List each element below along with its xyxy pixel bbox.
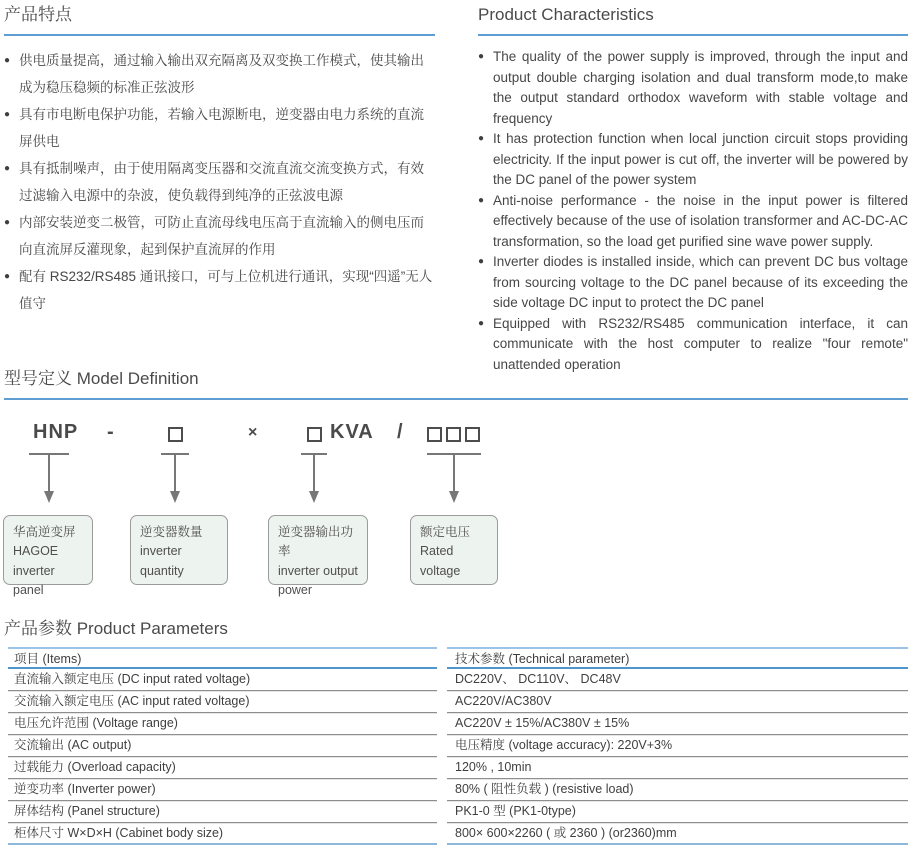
model-definition-section [0, 368, 912, 597]
list-item [478, 129, 908, 191]
header-technical-parameter: 技术参数 (Technical parameter) [447, 647, 908, 669]
model-times: × [248, 424, 259, 441]
bullet-icon: ● [478, 317, 485, 329]
connector-line [174, 453, 176, 493]
placeholder-square-icon [427, 427, 442, 442]
param-label: 屏体结构 (Panel structure) [8, 801, 437, 823]
characteristics-en-list [478, 47, 908, 375]
characteristic-text: Equipped with RS232/RS485 communication interface, it can communicate with the host computer to realize "four remote" unattended operation [493, 315, 908, 372]
connector-line [453, 453, 455, 493]
model-prefix: HNP [33, 421, 79, 443]
feature-text: 配有 RS232/RS485 通讯接口，可与上位机进行通讯，实现“四遥”无人值守 [19, 269, 433, 311]
column-gap [437, 669, 447, 691]
list-item [478, 252, 908, 314]
model-definition-title: 型号定义 Model Definition [4, 368, 908, 400]
bullet-icon: ● [4, 217, 11, 228]
param-label: 电压允许范围 (Voltage range) [8, 713, 437, 735]
bullet-icon: ● [4, 109, 11, 120]
bullet-icon: ● [478, 194, 485, 206]
box-label-cn: 额定电压 [420, 525, 471, 539]
param-label: 柜体尺寸 W×D×H (Cabinet body size) [8, 823, 437, 845]
bullet-icon: ● [4, 271, 11, 282]
table-row [8, 757, 908, 779]
param-label: 交流输入额定电压 (AC input rated voltage) [8, 691, 437, 713]
model-slash: / [397, 421, 404, 443]
table-row [8, 691, 908, 713]
list-item [478, 47, 908, 129]
feature-text: 供电质量提高，通过输入输出双充隔离及双变换工作模式，使其输出成为稳压稳频的标准正弦波形 [19, 53, 424, 95]
bullet-icon: ● [478, 133, 485, 144]
model-definition-diagram [0, 407, 912, 597]
param-label: 过载能力 (Overload capacity) [8, 757, 437, 779]
param-label: 逆变功率 (Inverter power) [8, 779, 437, 801]
model-kva: KVA [330, 421, 374, 443]
box-label-en: HAGOE inverter panel [13, 544, 59, 598]
box-label-en: inverter output power [278, 563, 358, 598]
feature-text: 具有市电断电保护功能，若输入电源断电，逆变器由电力系统的直流屏供电 [19, 107, 424, 149]
column-gap [437, 647, 447, 669]
product-parameters-section [0, 618, 912, 845]
column-gap [437, 735, 447, 757]
placeholder-square-icon [465, 427, 480, 442]
model-box-output-power [268, 515, 368, 598]
bullet-icon: ● [478, 51, 485, 62]
parameters-table [8, 647, 908, 845]
list-item [478, 314, 908, 376]
table-row [8, 779, 908, 801]
param-value: 800× 600×2260 ( 或 2360 ) (or2360)mm [447, 823, 908, 845]
list-item [4, 209, 435, 263]
features-cn-section [4, 4, 435, 317]
param-value: PK1-0 型 (PK1-0type) [447, 801, 908, 823]
param-value: DC220V、 DC110V、 DC48V [447, 669, 908, 691]
param-value: 120% , 10min [447, 757, 908, 779]
table-row [8, 801, 908, 823]
characteristic-text: Inverter diodes is installed inside, which can prevent DC bus voltage from sourcing voltage to the DC panel because of its exceeding the side voltage DC input to protect the DC panel [493, 254, 908, 310]
product-parameters-title: 产品参数 Product Parameters [4, 619, 228, 638]
characteristics-en-section [478, 4, 908, 375]
param-value: AC220V/AC380V [447, 691, 908, 713]
characteristics-en-title: Product Characteristics [478, 4, 908, 36]
list-item [4, 263, 435, 317]
table-row [8, 713, 908, 735]
placeholder-square-icon [307, 427, 322, 442]
characteristic-text: It has protection function when local junction circuit stops providing electricity. If the input power is cut off, the inverter will be powered by the DC panel of the power system [493, 131, 908, 187]
bullet-icon: ● [4, 163, 11, 174]
box-label-en: inverter quantity [140, 544, 184, 578]
connector-line [48, 453, 50, 493]
list-item [478, 191, 908, 253]
box-label-cn: 华高逆变屏 [13, 525, 76, 539]
table-header-row [8, 647, 908, 669]
placeholder-square-icon [168, 427, 183, 442]
arrow-down-icon [44, 491, 54, 503]
feature-text: 内部安装逆变二极管，可防止直流母线电压高于直流输入的侧电压而向直流屏反灌现象，起到保护直流屏的作用 [19, 215, 424, 257]
model-box-inverter-panel [3, 515, 93, 598]
param-label: 直流输入额定电压 (DC input rated voltage) [8, 669, 437, 691]
model-box-inverter-quantity [130, 515, 228, 585]
table-row [8, 823, 908, 845]
bullet-icon: ● [478, 256, 485, 267]
list-item [4, 101, 435, 155]
header-items: 项目 (Items) [8, 647, 437, 669]
column-gap [437, 823, 447, 845]
connector-line [313, 453, 315, 493]
column-gap [437, 691, 447, 713]
list-item [4, 155, 435, 209]
features-cn-list [4, 47, 435, 317]
arrow-down-icon [449, 491, 459, 503]
list-item [4, 47, 435, 101]
bullet-icon: ● [4, 55, 11, 66]
box-label-cn: 逆变器输出功率 [278, 525, 354, 559]
column-gap [437, 713, 447, 735]
feature-text: 具有抵制噪声，由于使用隔离变压器和交流直流交流变换方式，有效过滤输入电源中的杂波，使负载得到纯净的正弦波电源 [19, 161, 424, 203]
characteristic-text: Anti-noise performance - the noise in the input power is filtered effectively because of the use of isolation transformer and AC-DC-AC transformation, so the load get purified sine wave power supply. [493, 192, 908, 249]
characteristic-text: The quality of the power supply is improved, through the input and output double charging isolation and dual transform mode,to make the output standard orthodox waveform with stable voltage and frequency [493, 49, 908, 126]
param-value: AC220V ± 15%/AC380V ± 15% [447, 713, 908, 735]
column-gap [437, 801, 447, 823]
box-label-cn: 逆变器数量 [140, 525, 203, 539]
arrow-down-icon [309, 491, 319, 503]
model-dash: - [107, 421, 115, 443]
arrow-down-icon [170, 491, 180, 503]
param-label: 交流输出 (AC output) [8, 735, 437, 757]
param-value: 电压精度 (voltage accuracy): 220V+3% [447, 735, 908, 757]
param-value: 80% ( 阻性负载 ) (resistive load) [447, 779, 908, 801]
table-row [8, 669, 908, 691]
box-label-en: Rated voltage [420, 544, 461, 578]
table-row [8, 735, 908, 757]
model-box-rated-voltage [410, 515, 498, 585]
column-gap [437, 779, 447, 801]
features-cn-title: 产品特点 [4, 4, 435, 36]
placeholder-square-icon [446, 427, 461, 442]
column-gap [437, 757, 447, 779]
